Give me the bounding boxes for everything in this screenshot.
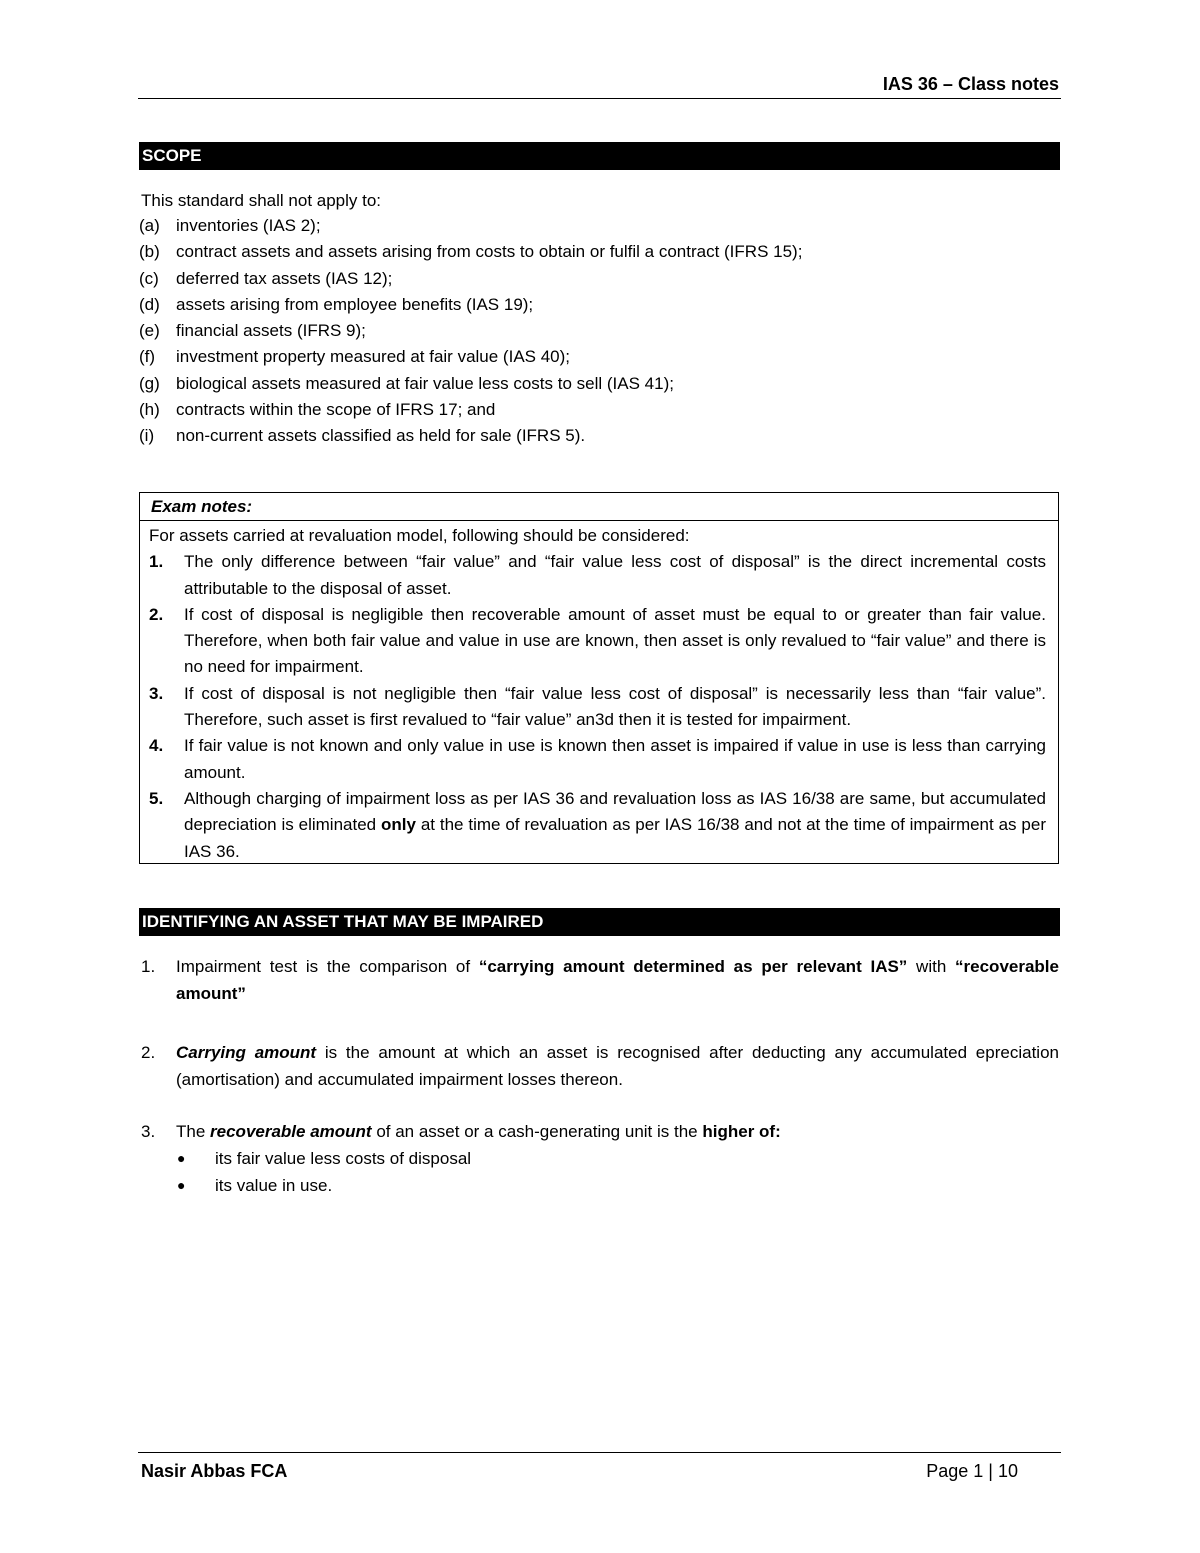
list-marker: (d) [139,294,160,314]
exam-note-number: 1. [149,552,164,572]
list-text: assets arising from employee benefits (IAS 19); [176,294,534,314]
list-text: financial assets (IFRS 9); [176,321,366,341]
exam-notes-box [139,492,1059,864]
exam-notes-heading: Exam notes: [140,493,1058,521]
exam-note-text-part: at the time of revaluation as per IAS 16/38 and not at the time of impairment as per IAS 36. [184,815,1046,861]
bullet-text: its value in use. [215,1176,333,1195]
item-emphasis: “recoverable amount” [176,957,1059,1003]
list-marker: (e) [139,321,160,341]
identifying-heading: IDENTIFYING AN ASSET THAT MAY BE IMPAIRED [139,908,1060,936]
bullet-item [141,1172,1059,1199]
item-number: 2. [141,1043,156,1062]
list-item [139,423,1059,449]
list-marker: (f) [139,347,156,367]
list-text: inventories (IAS 2); [176,216,321,235]
list-marker: (c) [139,268,159,288]
item-term: recoverable amount [210,1122,372,1141]
list-marker: (h) [139,400,160,420]
scope-intro: This standard shall not apply to: [141,191,382,210]
list-text: non-current assets classified as held for sale (IFRS 5). [176,426,586,446]
list-item [139,371,1059,397]
bullet-list [141,1145,1059,1199]
footer-author: Nasir Abbas FCA [141,1461,288,1481]
item-text-part: The [176,1122,211,1141]
list-item [139,239,1059,265]
exam-note-text: If fair value is not known and only value in use is known then asset is impaired if value in use is less than carrying amount. [184,736,1046,782]
item-text-part: Impairment test is the comparison of [176,957,479,976]
item-text-part: of an asset or a cash-generating unit is the [371,1122,703,1141]
list-marker: (a) [139,216,160,235]
exam-notes-intro: For assets carried at revaluation model, following should be considered: [149,526,690,545]
exam-note-number: 3. [149,683,164,703]
item-text [176,953,1059,1007]
list-text: investment property measured at fair value (IAS 40); [176,347,571,367]
bullet-item [141,1145,1059,1172]
item-emphasis: higher of: [702,1122,781,1141]
item-text-part: is the amount at which an asset is recognised after deducting any accumulated epreciation (amortisation) and accumulated impairment losses thereon. [176,1043,1059,1089]
footer-rule [138,1452,1061,1453]
list-marker: (g) [139,373,160,393]
footer-page-number: Page 1 | 10 [926,1461,1018,1481]
exam-notes-body [140,521,1058,865]
exam-note-text: The only difference between “fair value” and “fair value less cost of disposal” is the direct incremental costs attributable to the disposal of asset. [184,552,1046,598]
list-item [139,213,1059,239]
list-marker: (i) [139,426,155,446]
page-header-title: IAS 36 – Class notes [882,74,1059,94]
item-number: 3. [141,1122,156,1141]
identifying-item-1 [141,953,1059,1007]
exam-note-emphasis: only [381,815,416,835]
list-item [139,318,1059,344]
list-text: deferred tax assets (IAS 12); [176,268,393,288]
exam-note-number: 4. [149,736,164,756]
exam-note-item [149,602,1046,681]
list-text: contracts within the scope of IFRS 17; and [176,400,496,420]
bullet-icon: ● [177,1150,186,1166]
item-emphasis: “carrying amount determined as per relevant IAS” [478,957,908,976]
list-item [139,292,1059,318]
exam-note-text: If cost of disposal is negligible then recoverable amount of asset must be equal to or greater than fair value. Therefore, when both fair value and value in use are known, then asset is only revalued to “fair value” and there is no need for impairment. [184,604,1046,677]
item-term: Carrying amount [176,1043,317,1062]
item-text [176,1039,1059,1093]
list-item [139,397,1059,423]
exam-note-number: 2. [149,604,164,624]
exam-note-item [149,681,1046,734]
bullet-text: its fair value less costs of disposal [215,1149,472,1168]
list-text: contract assets and assets arising from costs to obtain or fulfil a contract (IFRS 15); [176,242,803,262]
exam-note-text-part: Although charging of impairment loss as per IAS 36 and revaluation loss as IAS 16/38 are same, but accumulated depreciation is eliminated [184,788,1046,835]
identifying-item-2 [141,1039,1059,1093]
item-text-part: with [907,957,956,976]
exam-note-item [149,786,1046,865]
item-text [176,1118,1059,1145]
identifying-item-3 [141,1118,1059,1199]
bullet-icon: ● [177,1177,186,1193]
item-number: 1. [141,957,156,976]
exam-note-text: If cost of disposal is not negligible then “fair value less cost of disposal” is necessarily less than “fair value”. Therefore, such asset is first revalued to “fair value” an3d then it is tested for impairment. [184,683,1046,730]
scope-heading: SCOPE [139,142,1060,170]
scope-list [139,213,1059,450]
list-item [139,344,1059,370]
header-rule [138,98,1061,99]
exam-note-item [149,549,1046,602]
list-item [139,266,1059,292]
list-marker: (b) [139,242,160,262]
exam-note-text [184,786,1046,865]
exam-note-item [149,733,1046,786]
list-text: biological assets measured at fair value less costs to sell (IAS 41); [176,373,674,393]
exam-note-number: 5. [149,788,164,808]
